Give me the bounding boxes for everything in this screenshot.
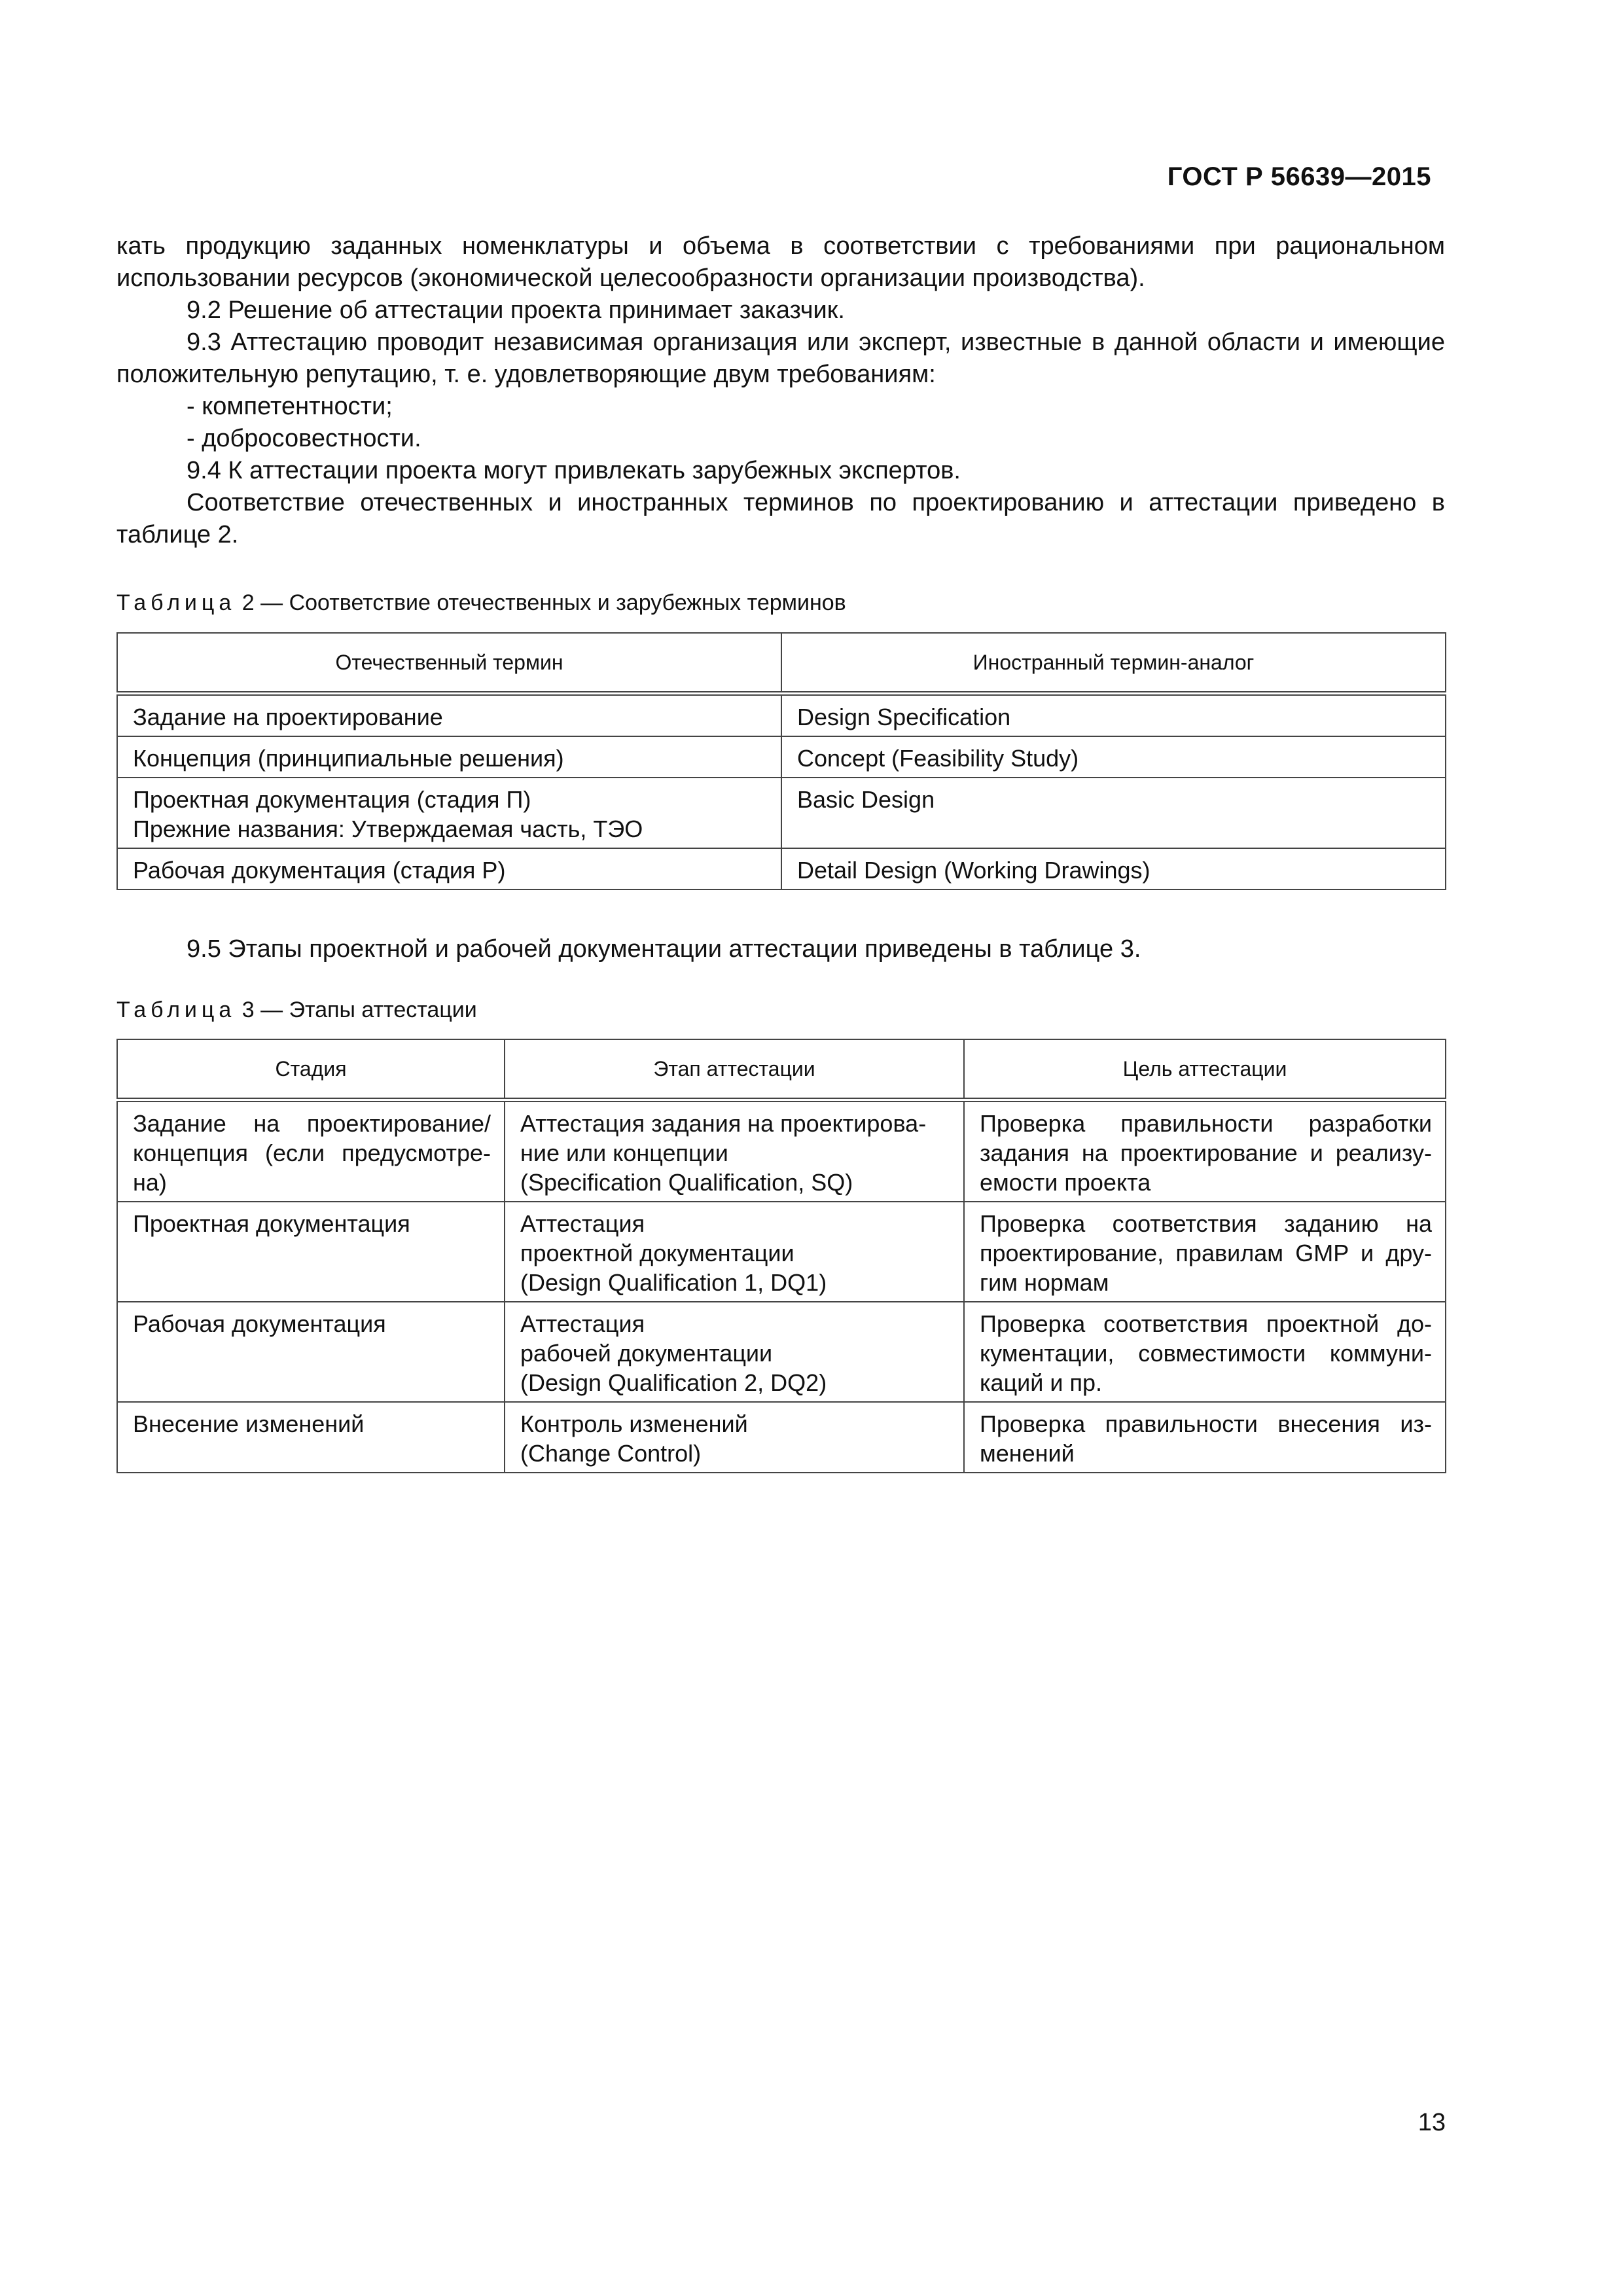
table-cell: Рабочая документация <box>117 1302 505 1402</box>
document-id: ГОСТ Р 56639—2015 <box>1167 162 1431 191</box>
table-cell: Design Specification <box>781 694 1446 737</box>
paragraph-9-2: 9.2 Решение об аттестации проекта принимает заказчик. <box>187 296 845 324</box>
paragraph-9-3: 9.3 Аттестацию проводит независимая организация или эксперт, известные в данной области и имеющие положительную репутацию, т. е. удовлетворяющие двум требованиям: <box>116 329 1445 388</box>
table-row <box>117 1202 1446 1302</box>
cell-line: Аттестация <box>520 1310 645 1337</box>
table-row <box>117 736 1446 778</box>
table-cell: Рабочая документация (стадия Р) <box>117 848 781 889</box>
paragraph-9-5: 9.5 Этапы проектной и рабочей документации аттестации приведены в таблице 3. <box>187 935 1141 963</box>
table-cell: Задание на проектирование <box>117 694 781 737</box>
table2-caption-text: 2 — Соответствие отечественных и зарубежных терминов <box>241 590 846 615</box>
cell-line: Контроль изменений <box>520 1410 748 1437</box>
cell-line: Аттестация задания на проектирование или концепции <box>520 1110 927 1166</box>
requirement-item: - добросовестности. <box>187 425 421 452</box>
cell-line: Аттестация <box>520 1210 645 1237</box>
requirement-item: - компетентности; <box>187 393 393 420</box>
table-header-row <box>117 633 1446 694</box>
table-cell: Проверка соответствия заданию на проектирование, правилам GMP и другим нормам <box>964 1202 1446 1302</box>
table-row <box>117 694 1446 737</box>
table-cell <box>505 1402 964 1473</box>
table-cell: Basic Design <box>781 778 1446 848</box>
paragraph-terms: Соответствие отечественных и иностранных терминов по проектированию и аттестации приведено в таблице 2. <box>116 489 1445 548</box>
table-header-row <box>117 1039 1446 1100</box>
table-cell: Проверка соответствия проектной документации, совместимости коммуникаций и пр. <box>964 1302 1446 1402</box>
table-header-cell: Цель аттестации <box>964 1039 1446 1100</box>
table-cell <box>117 778 781 848</box>
cell-line: проектной документации <box>520 1240 794 1266</box>
table-cell <box>505 1202 964 1302</box>
table-header-cell: Отечественный термин <box>117 633 781 694</box>
page-content <box>116 230 1445 1473</box>
table2-caption <box>116 590 1445 616</box>
table-cell: Внесение изменений <box>117 1402 505 1473</box>
table-cell: Проектная документация <box>117 1202 505 1302</box>
table-header-cell: Этап аттестации <box>505 1039 964 1100</box>
cell-line: Прежние названия: Утверждаемая часть, ТЭО <box>133 816 643 842</box>
table-row <box>117 1100 1446 1202</box>
table3 <box>116 1039 1446 1473</box>
table-header-cell: Иностранный термин-аналог <box>781 633 1446 694</box>
table-cell: Проверка правильности разработки задания на проектирование и реализуемости проекта <box>964 1100 1446 1202</box>
table-cell: Detail Design (Working Drawings) <box>781 848 1446 889</box>
cell-line: (Change Control) <box>520 1440 702 1467</box>
table-row <box>117 1302 1446 1402</box>
table3-caption-prefix: Таблица <box>116 997 236 1022</box>
table-cell: Concept (Feasibility Study) <box>781 736 1446 778</box>
table-cell <box>505 1100 964 1202</box>
paragraph-9-4: 9.4 К аттестации проекта могут привлекать зарубежных экспертов. <box>187 457 961 484</box>
cell-line: Проектная документация (стадия П) <box>133 786 531 813</box>
table-row <box>117 778 1446 848</box>
table-cell <box>505 1302 964 1402</box>
table3-caption-text: 3 — Этапы аттестации <box>241 997 477 1022</box>
table-row <box>117 1402 1446 1473</box>
table3-caption <box>116 997 1445 1023</box>
cell-line: (Design Qualification 2, DQ2) <box>520 1369 827 1396</box>
paragraph-continued: кать продукцию заданных номенклатуры и объема в соответствии с требованиями при рациональном использовании ресурсов (экономической целесообразности организации производства). <box>116 232 1445 292</box>
table-cell: Проверка правильности внесения изменений <box>964 1402 1446 1473</box>
cell-line: (Design Qualification 1, DQ1) <box>520 1269 827 1296</box>
table2 <box>116 632 1446 890</box>
table-cell: Задание на проектирование/ концепция (если предусмотрена) <box>117 1100 505 1202</box>
table-row <box>117 848 1446 889</box>
cell-line: рабочей документации <box>520 1340 773 1367</box>
table-cell: Концепция (принципиальные решения) <box>117 736 781 778</box>
cell-line: (Specification Qualification, SQ) <box>520 1169 853 1196</box>
table-header-cell: Стадия <box>117 1039 505 1100</box>
table2-caption-prefix: Таблица <box>116 590 236 615</box>
page-number: 13 <box>1418 2109 1446 2136</box>
